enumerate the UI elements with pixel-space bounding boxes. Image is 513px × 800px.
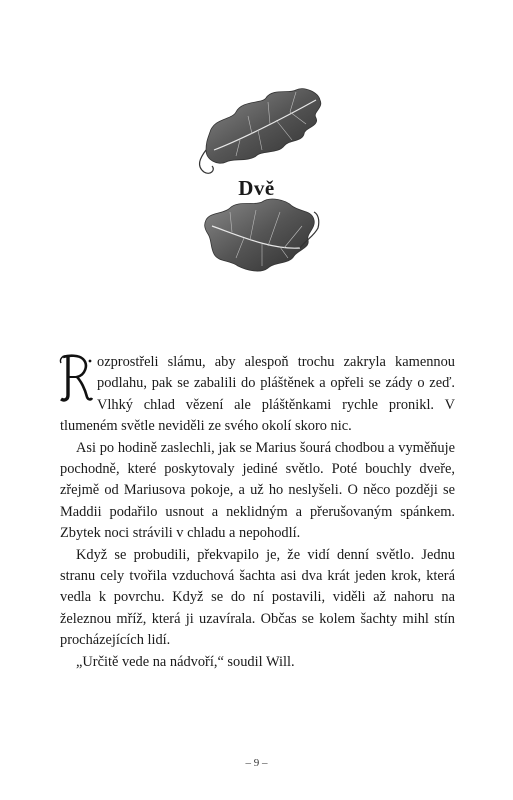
- top-oak-leaf-icon: [200, 89, 321, 174]
- bottom-oak-leaf-icon: [205, 199, 319, 271]
- dropcap-r-icon: [59, 353, 93, 403]
- oak-leaf-ornament: [0, 0, 513, 300]
- body-text: [60, 352, 455, 673]
- paragraph-2: Asi po hodině zaslechli, jak se Marius šourá chodbou a vyměňuje pochodně, které poskytovaly jediné světlo. Poté bouchly dveře, zřejmě od Mariusova pokoje, a už ho neslyšeli. O něco později se Maddii podařilo usnout a neklidným a přerušovaným spánkem. Zbytek noci strávili v chladu a nepohodlí.: [60, 439, 455, 542]
- paragraph-4: „Určitě vede na nádvoří,“ soudil Will.: [76, 653, 295, 670]
- chapter-title: Dvě: [238, 176, 275, 200]
- paragraph-3: Když se probudili, překvapilo je, že vidí denní světlo. Jednu stranu cely tvořila vzduchová šachta asi dva krát jeden krok, která vedla k povrchu. Když se do ní postavili, viděli až nahoru na železnou mříž, která ji uzavírala. Občas se kolem šachty mihl stín procházejících lidí.: [60, 546, 455, 649]
- page-number: – 9 –: [245, 757, 268, 769]
- paragraph-1-text: ozprostřeli slámu, aby alespoň trochu zakryla kamennou podlahu, pak se zabalili do pláštěnek a opřeli se zády o zeď. Vlhký chlad vězení ale pláštěnkami rychle pronikl. V tlumeném světle neviděli ze svého okolí skoro nic.: [60, 354, 455, 435]
- paragraph-1: [60, 352, 455, 438]
